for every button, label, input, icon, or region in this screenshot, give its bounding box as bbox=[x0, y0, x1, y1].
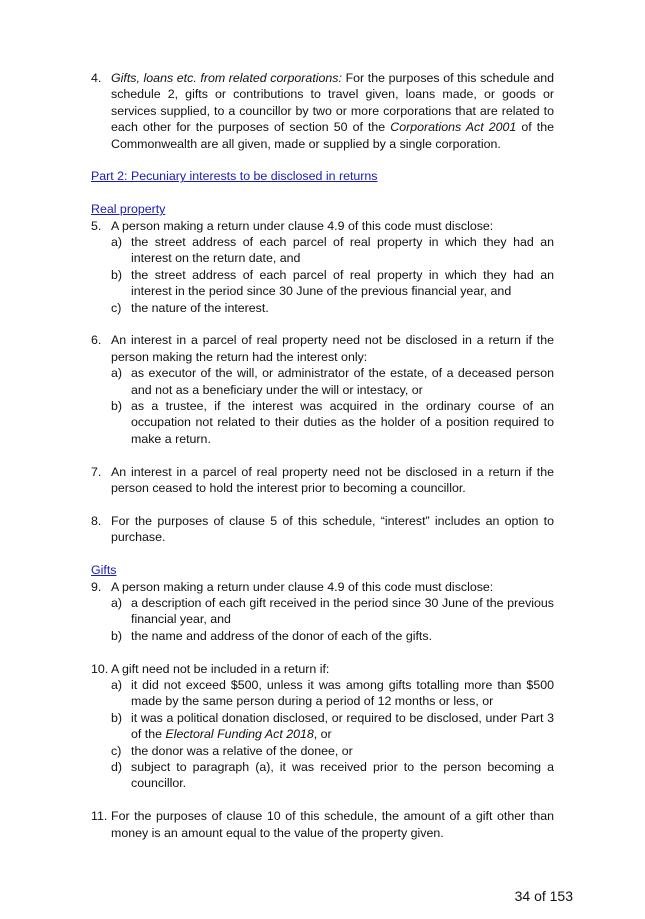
clause-text: of the Commonwealth are all given, made or supplied by a single corporation. bbox=[111, 120, 554, 151]
clause-6 bbox=[91, 332, 554, 365]
clause-number: 4. bbox=[91, 71, 102, 85]
clause-8 bbox=[91, 513, 554, 546]
part2-heading[interactable]: Part 2: Pecuniary interests to be disclosed in returns bbox=[91, 169, 378, 184]
clause-text: For the purposes of clause 10 of this schedule, the amount of a gift other than money is an amount equal to the value of the property given. bbox=[111, 809, 554, 840]
list-item: d) subject to paragraph (a), it was received prior to the person becoming a councillor. bbox=[111, 759, 554, 791]
clause-10-items bbox=[91, 677, 554, 792]
clause-number: 10. bbox=[91, 661, 109, 676]
list-item: c) the donor was a relative of the donee, or bbox=[111, 743, 353, 758]
clause-7 bbox=[91, 464, 554, 497]
list-item: b) as a trustee, if the interest was acquired in the ordinary course of an occupation not related to their duties as the holder of a position required to make a return. bbox=[111, 399, 554, 446]
clause-9-items bbox=[91, 595, 554, 644]
clause-9 bbox=[91, 579, 554, 595]
clause-4 bbox=[91, 70, 554, 152]
act-name: Electoral Funding Act 2018 bbox=[165, 727, 314, 742]
clause-number: 7. bbox=[91, 464, 102, 479]
clause-text: An interest in a parcel of real property need not be disclosed in a return if the person making the return had the interest only: bbox=[111, 333, 554, 364]
clause-10 bbox=[91, 661, 554, 677]
clause-11 bbox=[91, 808, 554, 841]
real-property-heading[interactable]: Real property bbox=[91, 202, 166, 217]
clause-text: For the purposes of clause 5 of this schedule, “interest” includes an option to purchase. bbox=[111, 513, 554, 545]
clause-6-items bbox=[91, 365, 554, 447]
clause-title: Gifts, loans etc. from related corporations: bbox=[111, 71, 342, 85]
clause-number: 9. bbox=[91, 579, 102, 594]
clause-text: A person making a return under clause 4.9 of this code must disclose: bbox=[111, 218, 494, 233]
clause-text: For the purposes of this schedule and schedule 2, gifts or contributions to travel given, loans made, or goods or services supplied, to a councillor by two or more corporations that are related to each other for the purposes of section 50 of the bbox=[111, 71, 554, 135]
page-number: 34 of 153 bbox=[514, 888, 573, 904]
document-body bbox=[91, 70, 554, 841]
clause-number: 8. bbox=[91, 513, 102, 528]
clause-number: 5. bbox=[91, 218, 102, 233]
clause-5 bbox=[91, 218, 554, 234]
list-item: a) a description of each gift received in the period since 30 June of the previous financial year, and bbox=[111, 595, 554, 627]
gifts-heading[interactable]: Gifts bbox=[91, 563, 117, 578]
list-item: a) as executor of the will, or administrator of the estate, of a deceased person and not as a beneficiary under the will or intestacy, or bbox=[111, 366, 554, 397]
list-item: a) the street address of each parcel of real property in which they had an interest on the return date, and bbox=[111, 235, 554, 266]
clause-text: An interest in a parcel of real property need not be disclosed in a return if the person ceased to hold the interest prior to becoming a councillor. bbox=[111, 464, 554, 496]
act-name: Corporations Act 2001 bbox=[390, 120, 517, 135]
list-item: c) the nature of the interest. bbox=[111, 300, 269, 315]
clause-text: A person making a return under clause 4.9 of this code must disclose: bbox=[111, 579, 494, 594]
list-item: b) it was a political donation disclosed, or required to be disclosed, under Part 3 of the Electoral Funding Act 2018, or bbox=[111, 710, 554, 742]
clause-number: 6. bbox=[91, 333, 102, 348]
list-item: b) the name and address of the donor of each of the gifts. bbox=[111, 628, 433, 643]
list-item: a) it did not exceed $500, unless it was among gifts totalling more than $500 made by the same person during a period of 12 months or less, or bbox=[111, 677, 554, 709]
clause-number: 11. bbox=[91, 809, 108, 824]
clause-5-items bbox=[91, 234, 554, 316]
clause-text: A gift need not be included in a return if: bbox=[111, 661, 330, 676]
list-item: b) the street address of each parcel of real property in which they had an interest in the period since 30 June of the previous financial year, and bbox=[111, 267, 554, 299]
